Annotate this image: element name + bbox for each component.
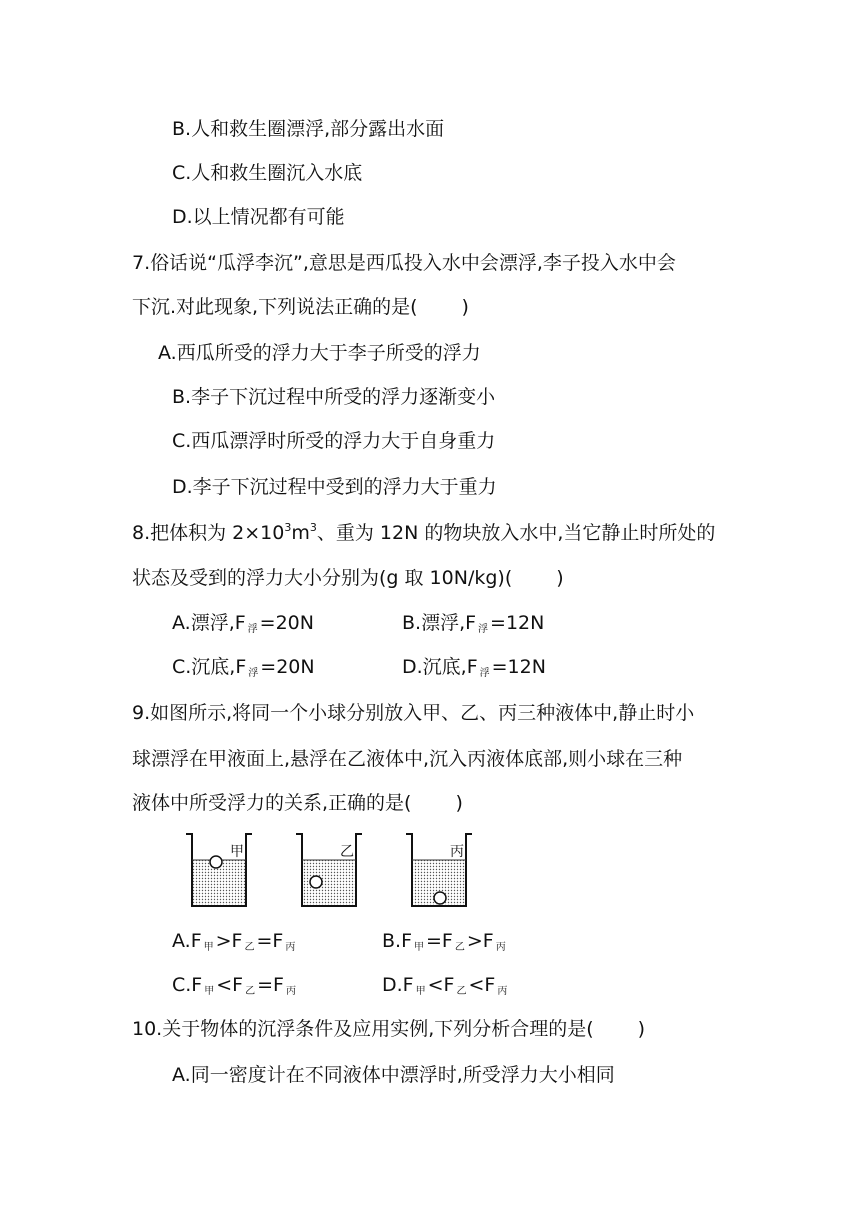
q9-stem-line2: 球漂浮在甲液面上,悬浮在乙液体中,沉入丙液体底部,则小球在三种 xyxy=(132,748,683,770)
q6-option-d: D.以上情况都有可能 xyxy=(172,206,345,228)
q8-option-b-value: =12N xyxy=(490,612,545,634)
q9-stem-text: 液体中所受浮力的关系,正确的是( xyxy=(132,792,412,814)
q9-c-op1: <F xyxy=(216,974,244,996)
q7-option-a: A.西瓜所受的浮力大于李子所受的浮力 xyxy=(158,342,481,364)
q8-option-d-pre: D.沉底,F xyxy=(402,656,478,678)
subscript: 甲 xyxy=(415,986,426,997)
q9-d-pre: D.F xyxy=(382,974,414,996)
q9-d-op2: <F xyxy=(468,974,496,996)
q7-close-paren: ) xyxy=(461,296,469,318)
q8-stem-line1 xyxy=(132,520,715,549)
beaker-yi xyxy=(296,834,362,906)
q9-c-pre: C.F xyxy=(172,974,203,996)
subscript: 浮 xyxy=(248,668,259,679)
q8-option-a-pre: A.漂浮,F xyxy=(172,612,246,634)
subscript: 乙 xyxy=(454,942,465,953)
q9-a-op2: =F xyxy=(256,930,284,952)
q7-stem-line2 xyxy=(132,294,469,320)
subscript: 甲 xyxy=(414,942,425,953)
q9-close-paren: ) xyxy=(455,792,463,814)
beaker-label-yi: 乙 xyxy=(340,844,354,860)
ball-sunk xyxy=(434,892,446,904)
q8-stem-text: 状态及受到的浮力大小分别为(g 取 10N/kg)( xyxy=(132,567,513,589)
q7-option-b: B.李子下沉过程中所受的浮力逐渐变小 xyxy=(172,386,496,408)
subscript: 浮 xyxy=(478,624,489,635)
q9-b-op2: >F xyxy=(466,930,494,952)
q9-a-pre: A.F xyxy=(172,930,202,952)
subscript: 甲 xyxy=(204,986,215,997)
q9-option-a xyxy=(172,928,297,958)
subscript: 乙 xyxy=(245,986,256,997)
beaker-bing xyxy=(406,834,472,906)
subscript: 浮 xyxy=(247,624,258,635)
beakers-figure xyxy=(180,826,480,916)
q6-option-c: C.人和救生圈沉入水底 xyxy=(172,162,363,184)
subscript: 丙 xyxy=(285,986,296,997)
q9-c-op2: =F xyxy=(257,974,284,996)
beaker-label-bing: 丙 xyxy=(450,844,464,860)
subscript: 浮 xyxy=(479,668,490,679)
q7-option-c: C.西瓜漂浮时所受的浮力大于自身重力 xyxy=(172,430,496,452)
subscript: 甲 xyxy=(203,942,214,953)
q8-option-c xyxy=(172,654,315,684)
subscript: 乙 xyxy=(456,986,467,997)
q9-d-op1: <F xyxy=(427,974,455,996)
q8-option-b xyxy=(402,610,544,640)
q8-option-c-value: =20N xyxy=(260,656,315,678)
q8-option-a xyxy=(172,610,314,640)
q10-option-a: A.同一密度计在不同液体中漂浮时,所受浮力大小相同 xyxy=(172,1064,615,1086)
q9-b-op1: =F xyxy=(426,930,453,952)
q8-option-c-pre: C.沉底,F xyxy=(172,656,247,678)
beaker-label-jia: 甲 xyxy=(230,844,244,860)
q8-option-a-value: =20N xyxy=(259,612,314,634)
ball-floating xyxy=(210,856,222,868)
q7-stem-text: 下沉.对此现象,下列说法正确的是( xyxy=(132,296,418,318)
q10-stem-line1 xyxy=(132,1016,645,1042)
q9-b-pre: B.F xyxy=(382,930,413,952)
subscript: 丙 xyxy=(497,986,508,997)
q8-option-d xyxy=(402,654,546,684)
q10-close-paren: ) xyxy=(637,1018,646,1040)
q10-stem-text: 10.关于物体的沉浮条件及应用实例,下列分析合理的是( xyxy=(132,1018,594,1040)
q9-stem-line3 xyxy=(132,790,463,816)
q8-exponent-2: 3 xyxy=(309,521,317,534)
q6-option-b: B.人和救生圈漂浮,部分露出水面 xyxy=(172,118,445,140)
ball-suspended xyxy=(310,876,322,888)
subscript: 丙 xyxy=(285,942,296,953)
q8-exponent-1: 3 xyxy=(284,521,292,534)
beaker-jia xyxy=(186,834,252,906)
q9-stem-line1: 9.如图所示,将同一个小球分别放入甲、乙、丙三种液体中,静止时小 xyxy=(132,702,695,724)
q8-text-c: 、重为 12N 的物块放入水中,当它静止时所处的 xyxy=(316,522,716,544)
subscript: 乙 xyxy=(244,942,255,953)
q8-text-a: 8.把体积为 2×10 xyxy=(132,522,285,544)
q8-option-b-pre: B.漂浮,F xyxy=(402,612,477,634)
q9-option-b xyxy=(382,928,508,958)
q8-option-d-value: =12N xyxy=(491,656,546,678)
q9-option-c xyxy=(172,972,298,1002)
q8-text-b: m xyxy=(291,522,310,544)
q9-option-d xyxy=(382,972,509,1002)
q7-stem-line1: 7.俗话说“瓜浮李沉”,意思是西瓜投入水中会漂浮,李子投入水中会 xyxy=(132,252,676,274)
subscript: 丙 xyxy=(495,942,506,953)
q7-option-d: D.李子下沉过程中受到的浮力大于重力 xyxy=(172,476,497,498)
q8-close-paren: ) xyxy=(556,567,564,589)
q9-a-op1: >F xyxy=(215,930,243,952)
q8-stem-line2 xyxy=(132,565,564,591)
